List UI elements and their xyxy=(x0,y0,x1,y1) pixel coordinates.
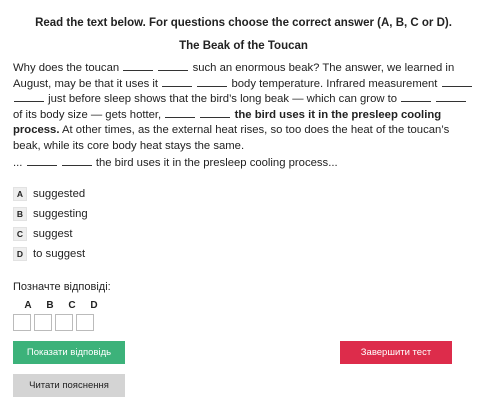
blank xyxy=(123,69,153,71)
option-c[interactable] xyxy=(13,226,88,242)
blank xyxy=(442,85,472,87)
answer-boxes xyxy=(13,314,97,331)
passage-segment-1: Why does the toucan xyxy=(13,62,120,74)
blank xyxy=(401,100,431,102)
answer-letter-b: B xyxy=(46,300,54,311)
option-letter: A xyxy=(13,187,27,201)
passage-segment-2: such an enormous beak? The answer, we learned in August, may be that it uses it xyxy=(13,62,455,90)
blank xyxy=(197,85,227,87)
option-letter: B xyxy=(13,207,27,221)
answer-checkbox-a[interactable] xyxy=(13,314,31,331)
answer-checkbox-b[interactable] xyxy=(34,314,52,331)
option-text: suggested xyxy=(33,188,86,200)
option-letter: C xyxy=(13,227,27,241)
blank xyxy=(436,100,466,102)
blank xyxy=(158,69,188,71)
question-prefix: ... xyxy=(13,157,23,169)
answer-letter-d: D xyxy=(90,300,98,311)
blank xyxy=(165,116,195,118)
blank xyxy=(200,116,230,118)
answer-checkbox-c[interactable] xyxy=(55,314,73,331)
option-letter: D xyxy=(13,247,27,261)
blank xyxy=(162,85,192,87)
question-suffix: the bird uses it in the presleep cooling process... xyxy=(95,157,338,169)
answer-letter-c: C xyxy=(68,300,76,311)
option-text: suggesting xyxy=(33,208,88,220)
passage-segment-5: of its body size — gets hotter, xyxy=(13,108,162,121)
blank xyxy=(27,164,57,166)
answer-letter-a: A xyxy=(24,300,32,311)
show-answer-button[interactable]: Показати відповідь xyxy=(13,341,125,364)
read-explanation-button[interactable]: Читати пояснення xyxy=(13,374,125,397)
question-text xyxy=(13,156,475,171)
option-text: suggest xyxy=(33,228,73,240)
blank xyxy=(62,164,92,166)
passage-segment-3: body temperature. Infrared measurement xyxy=(231,77,438,90)
passage-segment-4: just before sleep shows that the bird’s long beak — which can grow to xyxy=(48,93,398,106)
option-b[interactable] xyxy=(13,206,88,222)
passage-title: The Beak of the Toucan xyxy=(179,40,308,52)
blank xyxy=(14,100,44,102)
answer-label: Позначте відповіді: xyxy=(13,281,111,293)
passage-highlight: the bird uses it in the presleep cooling process. xyxy=(13,108,442,137)
option-a[interactable] xyxy=(13,186,88,202)
option-text: to suggest xyxy=(33,248,86,260)
passage-text xyxy=(13,61,475,155)
instruction-text: Read the text below. For questions choose the correct answer (A, B, C or D). xyxy=(35,17,452,29)
answer-letter-header xyxy=(17,300,105,311)
passage-segment-7: At other times, as the external heat rises, so too does the heat of the toucan’s beak, while its core body heat stays the same. xyxy=(13,124,450,152)
answer-options xyxy=(13,186,88,266)
answer-checkbox-d[interactable] xyxy=(76,314,94,331)
finish-test-button[interactable]: Завершити тест xyxy=(340,341,452,364)
option-d[interactable] xyxy=(13,246,88,262)
